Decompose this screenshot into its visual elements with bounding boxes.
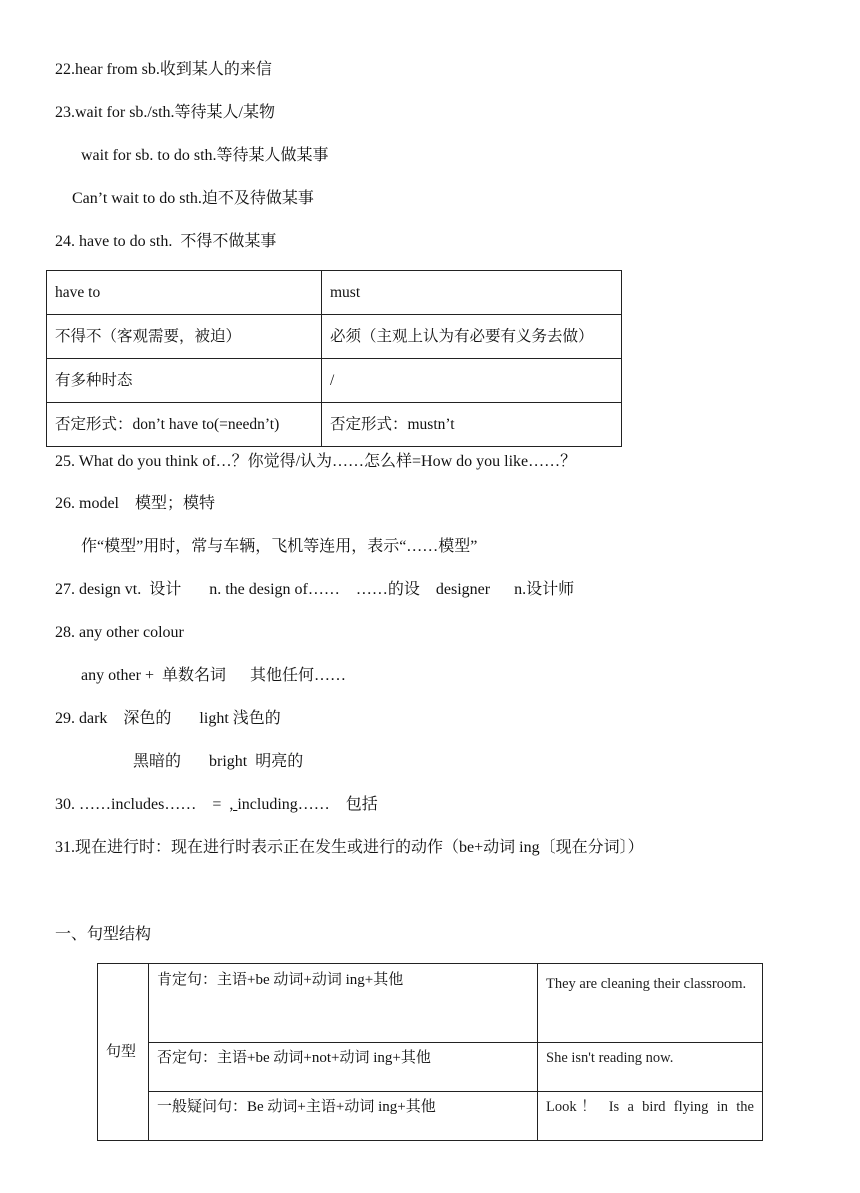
item-30 [55, 795, 378, 815]
table-cell: 否定形式：mustn’t [322, 403, 622, 447]
table-cell: 不得不（客观需要，被迫） [47, 315, 322, 359]
item-25: 25. What do you think of…？你觉得/认为……怎么样=How do you like……？ [55, 453, 577, 470]
example-cell: She isn't reading now. [538, 1043, 763, 1092]
item-28: 28. any other colour [55, 624, 184, 641]
item-29: 29. dark 深色的 light 浅色的 [55, 710, 281, 727]
table-cell: 有多种时态 [47, 359, 322, 403]
item-29-sub: 黑暗的 bright 明亮的 [133, 753, 304, 770]
table-cell: 必须（主观上认为有必要有义务去做） [322, 315, 622, 359]
item-28-sub: any other + 单数名词 其他任何…… [81, 667, 347, 684]
item-26: 26. model 模型；模特 [55, 495, 215, 512]
example-cell: They are cleaning their classroom. [538, 964, 763, 1043]
item-27: 27. design vt. 设计 n. the design of…… ……的设 designer n.设计师 [55, 581, 575, 598]
item-30-underline: , [229, 796, 238, 813]
item-23-sub-2: Can’t wait to do sth.迫不及待做某事 [72, 190, 314, 207]
table-row [98, 964, 763, 1043]
pattern-cell: 肯定句：主语+be 动词+动词 ing+其他 [149, 964, 538, 1043]
item-22: 22.hear from sb.收到某人的来信 [55, 61, 272, 78]
table-row [47, 403, 622, 447]
table-row [47, 315, 622, 359]
have-to-must-table [46, 270, 622, 447]
table-row [98, 1043, 763, 1092]
table-row [98, 1092, 763, 1141]
item-24: 24. have to do sth. 不得不做某事 [55, 233, 277, 250]
section-heading: 一、句型结构 [55, 926, 152, 943]
table-label-cell: 句型 [98, 964, 149, 1141]
example-cell: Look！ Is a bird flying in the [538, 1092, 763, 1141]
item-30-text-end: including…… 包括 [237, 796, 378, 813]
table-cell: / [322, 359, 622, 403]
sentence-pattern-table [97, 963, 763, 1141]
table-row [47, 271, 622, 315]
table-cell: must [322, 271, 622, 315]
table-cell: 否定形式：don’t have to(=needn’t) [47, 403, 322, 447]
item-31: 31.现在进行时：现在进行时表示正在发生或进行的动作（be+动词 ing〔现在分词〕） [55, 839, 644, 856]
item-23-sub-1: wait for sb. to do sth.等待某人做某事 [81, 147, 329, 164]
pattern-cell: 一般疑问句：Be 动词+主语+动词 ing+其他 [149, 1092, 538, 1141]
table-cell: have to [47, 271, 322, 315]
table-row [47, 359, 622, 403]
item-23: 23.wait for sb./sth.等待某人/某物 [55, 104, 275, 121]
item-26-sub: 作“模型”用时，常与车辆，飞机等连用，表示“……模型” [81, 538, 478, 555]
pattern-cell: 否定句：主语+be 动词+not+动词 ing+其他 [149, 1043, 538, 1092]
item-30-text-start: 30. ……includes…… = [55, 796, 230, 813]
